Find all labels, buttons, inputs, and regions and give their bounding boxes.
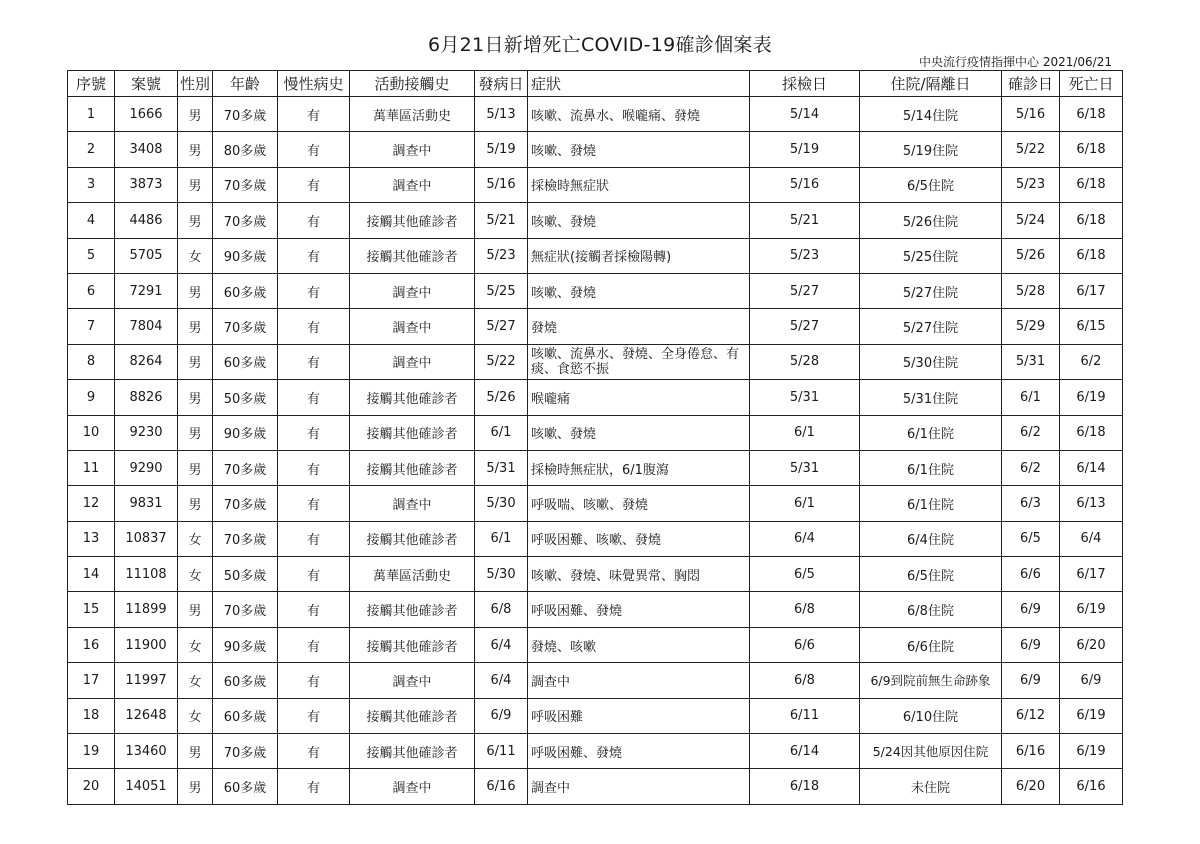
cell-onset-date: 5/26 xyxy=(475,380,528,415)
cell-contact-history: 接觸其他確診者 xyxy=(350,203,475,238)
header-case-number: 案號 xyxy=(115,71,178,97)
cell-symptoms: 呼吸喘、咳嗽、發燒 xyxy=(528,486,750,521)
cell-age: 90多歲 xyxy=(213,627,278,662)
cell-symptoms: 發燒 xyxy=(528,309,750,344)
cell-symptoms: 呼吸困難 xyxy=(528,698,750,733)
cell-age: 60多歲 xyxy=(213,769,278,804)
cell-contact-history: 接觸其他確診者 xyxy=(350,450,475,485)
cell-chronic-disease: 有 xyxy=(278,415,350,450)
cell-death-date: 6/19 xyxy=(1060,734,1123,769)
cell-confirmed-date: 6/9 xyxy=(1002,627,1060,662)
cell-death-date: 6/16 xyxy=(1060,769,1123,804)
table-row xyxy=(68,663,1123,698)
cell-symptoms: 喉嚨痛 xyxy=(528,380,750,415)
cell-confirmed-date: 6/9 xyxy=(1002,663,1060,698)
cell-admission: 6/1住院 xyxy=(860,415,1002,450)
cell-chronic-disease: 有 xyxy=(278,238,350,273)
cell-case-number: 9290 xyxy=(115,450,178,485)
table-row xyxy=(68,97,1123,132)
cell-admission: 6/6住院 xyxy=(860,627,1002,662)
header-death-date: 死亡日 xyxy=(1060,71,1123,97)
cell-symptoms: 呼吸困難、咳嗽、發燒 xyxy=(528,521,750,556)
cell-case-number: 13460 xyxy=(115,734,178,769)
cell-sex: 女 xyxy=(178,521,213,556)
cell-case-number: 10837 xyxy=(115,521,178,556)
cell-case-number: 4486 xyxy=(115,203,178,238)
cell-death-date: 6/9 xyxy=(1060,663,1123,698)
cell-contact-history: 接觸其他確診者 xyxy=(350,734,475,769)
table-row xyxy=(68,734,1123,769)
cell-contact-history: 調查中 xyxy=(350,167,475,202)
cell-chronic-disease: 有 xyxy=(278,132,350,167)
cell-chronic-disease: 有 xyxy=(278,698,350,733)
cell-chronic-disease: 有 xyxy=(278,663,350,698)
header-age: 年齡 xyxy=(213,71,278,97)
cell-confirmed-date: 5/28 xyxy=(1002,273,1060,308)
cell-age: 50多歲 xyxy=(213,380,278,415)
cell-confirmed-date: 6/1 xyxy=(1002,380,1060,415)
cell-index: 16 xyxy=(68,627,115,662)
cell-chronic-disease: 有 xyxy=(278,344,350,379)
cell-age: 90多歲 xyxy=(213,238,278,273)
cell-admission: 5/24因其他原因住院 xyxy=(860,734,1002,769)
cell-contact-history: 接觸其他確診者 xyxy=(350,521,475,556)
cell-sampling-date: 6/18 xyxy=(750,769,860,804)
header-chronic-disease: 慢性病史 xyxy=(278,71,350,97)
table-row xyxy=(68,698,1123,733)
cell-age: 70多歲 xyxy=(213,486,278,521)
cell-index: 1 xyxy=(68,97,115,132)
cell-sampling-date: 5/28 xyxy=(750,344,860,379)
cell-sampling-date: 5/14 xyxy=(750,97,860,132)
cell-symptoms: 呼吸困難、發燒 xyxy=(528,592,750,627)
cell-death-date: 6/18 xyxy=(1060,415,1123,450)
cell-age: 70多歲 xyxy=(213,450,278,485)
cell-index: 11 xyxy=(68,450,115,485)
cell-sampling-date: 5/31 xyxy=(750,380,860,415)
cell-case-number: 11900 xyxy=(115,627,178,662)
cell-sampling-date: 6/6 xyxy=(750,627,860,662)
table-row xyxy=(68,557,1123,592)
cell-contact-history: 接觸其他確診者 xyxy=(350,698,475,733)
cell-age: 90多歲 xyxy=(213,415,278,450)
cell-chronic-disease: 有 xyxy=(278,167,350,202)
cell-case-number: 8264 xyxy=(115,344,178,379)
cell-chronic-disease: 有 xyxy=(278,450,350,485)
cell-confirmed-date: 6/12 xyxy=(1002,698,1060,733)
cell-contact-history: 調查中 xyxy=(350,769,475,804)
cell-symptoms: 咳嗽、流鼻水、喉嚨痛、發燒 xyxy=(528,97,750,132)
cell-case-number: 7291 xyxy=(115,273,178,308)
cell-onset-date: 6/1 xyxy=(475,415,528,450)
cell-onset-date: 6/16 xyxy=(475,769,528,804)
table-row xyxy=(68,132,1123,167)
cell-admission: 5/31住院 xyxy=(860,380,1002,415)
cell-sex: 男 xyxy=(178,734,213,769)
cell-admission: 5/27住院 xyxy=(860,309,1002,344)
cell-sex: 女 xyxy=(178,557,213,592)
cell-index: 9 xyxy=(68,380,115,415)
cell-sampling-date: 6/11 xyxy=(750,698,860,733)
cell-onset-date: 5/16 xyxy=(475,167,528,202)
cell-index: 10 xyxy=(68,415,115,450)
cell-index: 4 xyxy=(68,203,115,238)
cell-confirmed-date: 6/5 xyxy=(1002,521,1060,556)
cell-admission: 5/27住院 xyxy=(860,273,1002,308)
cell-sex: 男 xyxy=(178,380,213,415)
cell-confirmed-date: 6/9 xyxy=(1002,592,1060,627)
cell-admission: 5/30住院 xyxy=(860,344,1002,379)
cell-chronic-disease: 有 xyxy=(278,203,350,238)
cell-contact-history: 接觸其他確診者 xyxy=(350,627,475,662)
table-row xyxy=(68,486,1123,521)
cell-admission: 6/9到院前無生命跡象 xyxy=(860,663,1002,698)
cell-index: 2 xyxy=(68,132,115,167)
cell-index: 15 xyxy=(68,592,115,627)
cell-chronic-disease: 有 xyxy=(278,97,350,132)
header-symptoms: 症狀 xyxy=(528,71,750,97)
header-sampling-date: 採檢日 xyxy=(750,71,860,97)
cell-onset-date: 6/8 xyxy=(475,592,528,627)
cell-symptoms: 咳嗽、發燒 xyxy=(528,132,750,167)
cell-admission: 5/26住院 xyxy=(860,203,1002,238)
header-index: 序號 xyxy=(68,71,115,97)
cell-case-number: 9230 xyxy=(115,415,178,450)
cell-sex: 男 xyxy=(178,344,213,379)
table-row xyxy=(68,415,1123,450)
cell-age: 60多歲 xyxy=(213,698,278,733)
cell-admission: 5/14住院 xyxy=(860,97,1002,132)
cell-onset-date: 5/27 xyxy=(475,309,528,344)
cell-sampling-date: 6/1 xyxy=(750,486,860,521)
cell-age: 80多歲 xyxy=(213,132,278,167)
cell-sampling-date: 5/31 xyxy=(750,450,860,485)
cell-confirmed-date: 6/16 xyxy=(1002,734,1060,769)
table-row xyxy=(68,627,1123,662)
cell-age: 70多歲 xyxy=(213,592,278,627)
cell-sex: 女 xyxy=(178,238,213,273)
cell-death-date: 6/18 xyxy=(1060,167,1123,202)
cell-onset-date: 5/30 xyxy=(475,557,528,592)
cell-admission: 6/1住院 xyxy=(860,486,1002,521)
cell-chronic-disease: 有 xyxy=(278,521,350,556)
table-row xyxy=(68,769,1123,804)
cell-confirmed-date: 5/24 xyxy=(1002,203,1060,238)
cell-onset-date: 5/31 xyxy=(475,450,528,485)
cell-chronic-disease: 有 xyxy=(278,769,350,804)
cell-index: 20 xyxy=(68,769,115,804)
cell-death-date: 6/19 xyxy=(1060,698,1123,733)
cell-symptoms: 採檢時無症狀 xyxy=(528,167,750,202)
cell-contact-history: 萬華區活動史 xyxy=(350,97,475,132)
cell-death-date: 6/17 xyxy=(1060,557,1123,592)
cell-sex: 男 xyxy=(178,769,213,804)
cell-index: 5 xyxy=(68,238,115,273)
source-agency-date: 中央流行疫情指揮中心 2021/06/21 xyxy=(919,55,1112,69)
cell-admission: 5/25住院 xyxy=(860,238,1002,273)
cell-confirmed-date: 5/29 xyxy=(1002,309,1060,344)
cell-symptoms: 呼吸困難、發燒 xyxy=(528,734,750,769)
cell-chronic-disease: 有 xyxy=(278,557,350,592)
cell-sex: 男 xyxy=(178,415,213,450)
cell-confirmed-date: 6/2 xyxy=(1002,450,1060,485)
cell-onset-date: 5/23 xyxy=(475,238,528,273)
cell-confirmed-date: 6/6 xyxy=(1002,557,1060,592)
cell-age: 70多歲 xyxy=(213,521,278,556)
cell-symptoms: 咳嗽、發燒 xyxy=(528,273,750,308)
table-row xyxy=(68,380,1123,415)
cell-chronic-disease: 有 xyxy=(278,627,350,662)
cell-symptoms: 無症狀(接觸者採檢陽轉) xyxy=(528,238,750,273)
cell-chronic-disease: 有 xyxy=(278,380,350,415)
cell-index: 6 xyxy=(68,273,115,308)
cell-onset-date: 6/11 xyxy=(475,734,528,769)
cell-case-number: 11997 xyxy=(115,663,178,698)
cell-index: 14 xyxy=(68,557,115,592)
cell-onset-date: 5/19 xyxy=(475,132,528,167)
cell-case-number: 11108 xyxy=(115,557,178,592)
cell-sex: 女 xyxy=(178,698,213,733)
cell-sex: 男 xyxy=(178,450,213,485)
cell-contact-history: 調查中 xyxy=(350,273,475,308)
cell-sex: 男 xyxy=(178,309,213,344)
cell-onset-date: 5/21 xyxy=(475,203,528,238)
cell-age: 60多歲 xyxy=(213,663,278,698)
cell-contact-history: 調查中 xyxy=(350,486,475,521)
cell-onset-date: 5/25 xyxy=(475,273,528,308)
cell-death-date: 6/2 xyxy=(1060,344,1123,379)
header-sex: 性別 xyxy=(178,71,213,97)
cell-death-date: 6/18 xyxy=(1060,203,1123,238)
header-onset-date: 發病日 xyxy=(475,71,528,97)
cell-age: 60多歲 xyxy=(213,273,278,308)
cell-sampling-date: 5/23 xyxy=(750,238,860,273)
cell-admission: 6/8住院 xyxy=(860,592,1002,627)
cell-death-date: 6/19 xyxy=(1060,380,1123,415)
cell-sampling-date: 5/19 xyxy=(750,132,860,167)
cell-admission: 6/5住院 xyxy=(860,557,1002,592)
cell-sampling-date: 5/21 xyxy=(750,203,860,238)
header-confirmed-date: 確診日 xyxy=(1002,71,1060,97)
cell-confirmed-date: 5/31 xyxy=(1002,344,1060,379)
cell-sampling-date: 6/4 xyxy=(750,521,860,556)
cell-sex: 男 xyxy=(178,167,213,202)
cell-confirmed-date: 6/2 xyxy=(1002,415,1060,450)
cell-sampling-date: 6/14 xyxy=(750,734,860,769)
cell-sampling-date: 5/27 xyxy=(750,273,860,308)
cell-symptoms: 咳嗽、流鼻水、發燒、全身倦怠、有痰、食慾不振 xyxy=(528,344,750,379)
cell-symptoms: 調查中 xyxy=(528,769,750,804)
cell-age: 70多歲 xyxy=(213,309,278,344)
cell-death-date: 6/4 xyxy=(1060,521,1123,556)
cell-sex: 男 xyxy=(178,273,213,308)
page-title: 6月21日新增死亡COVID-19確診個案表 xyxy=(427,34,773,56)
header-contact-history: 活動接觸史 xyxy=(350,71,475,97)
cell-index: 8 xyxy=(68,344,115,379)
cell-sex: 男 xyxy=(178,486,213,521)
cell-death-date: 6/18 xyxy=(1060,97,1123,132)
cell-confirmed-date: 6/20 xyxy=(1002,769,1060,804)
cell-sex: 男 xyxy=(178,203,213,238)
cell-onset-date: 6/4 xyxy=(475,627,528,662)
cell-sampling-date: 6/8 xyxy=(750,592,860,627)
cell-death-date: 6/19 xyxy=(1060,592,1123,627)
cell-case-number: 3873 xyxy=(115,167,178,202)
cell-admission: 6/10住院 xyxy=(860,698,1002,733)
cell-case-number: 3408 xyxy=(115,132,178,167)
table-row xyxy=(68,203,1123,238)
cell-onset-date: 6/1 xyxy=(475,521,528,556)
cell-onset-date: 5/13 xyxy=(475,97,528,132)
table-header-row xyxy=(68,71,1123,97)
cell-death-date: 6/15 xyxy=(1060,309,1123,344)
cell-index: 19 xyxy=(68,734,115,769)
cell-contact-history: 萬華區活動史 xyxy=(350,557,475,592)
cell-age: 60多歲 xyxy=(213,344,278,379)
table-row xyxy=(68,592,1123,627)
cell-contact-history: 接觸其他確診者 xyxy=(350,415,475,450)
cell-sex: 男 xyxy=(178,97,213,132)
cell-admission: 6/5住院 xyxy=(860,167,1002,202)
table-row xyxy=(68,309,1123,344)
cell-symptoms: 咳嗽、發燒、味覺異常、胸悶 xyxy=(528,557,750,592)
cell-confirmed-date: 6/3 xyxy=(1002,486,1060,521)
table-row xyxy=(68,167,1123,202)
cell-contact-history: 調查中 xyxy=(350,344,475,379)
cell-admission: 5/19住院 xyxy=(860,132,1002,167)
cell-sex: 男 xyxy=(178,592,213,627)
cell-case-number: 7804 xyxy=(115,309,178,344)
cell-onset-date: 5/30 xyxy=(475,486,528,521)
cell-index: 13 xyxy=(68,521,115,556)
cell-index: 3 xyxy=(68,167,115,202)
cell-sampling-date: 5/16 xyxy=(750,167,860,202)
cell-sex: 男 xyxy=(178,132,213,167)
cell-symptoms: 咳嗽、發燒 xyxy=(528,203,750,238)
cell-sampling-date: 6/8 xyxy=(750,663,860,698)
cell-confirmed-date: 5/22 xyxy=(1002,132,1060,167)
cell-symptoms: 採檢時無症狀，6/1腹瀉 xyxy=(528,450,750,485)
table-row xyxy=(68,273,1123,308)
header-admission-date: 住院/隔離日 xyxy=(860,71,1002,97)
cell-index: 17 xyxy=(68,663,115,698)
table-row xyxy=(68,521,1123,556)
cell-symptoms: 咳嗽、發燒 xyxy=(528,415,750,450)
cell-chronic-disease: 有 xyxy=(278,734,350,769)
cell-death-date: 6/13 xyxy=(1060,486,1123,521)
cell-sex: 女 xyxy=(178,663,213,698)
cell-case-number: 9831 xyxy=(115,486,178,521)
cell-sampling-date: 6/1 xyxy=(750,415,860,450)
cell-onset-date: 6/4 xyxy=(475,663,528,698)
cell-sex: 女 xyxy=(178,627,213,662)
cell-case-number: 5705 xyxy=(115,238,178,273)
cell-chronic-disease: 有 xyxy=(278,592,350,627)
cell-case-number: 1666 xyxy=(115,97,178,132)
cell-index: 12 xyxy=(68,486,115,521)
cell-symptoms: 發燒、咳嗽 xyxy=(528,627,750,662)
cell-case-number: 14051 xyxy=(115,769,178,804)
cell-confirmed-date: 5/26 xyxy=(1002,238,1060,273)
cell-chronic-disease: 有 xyxy=(278,273,350,308)
cell-contact-history: 接觸其他確診者 xyxy=(350,238,475,273)
cell-chronic-disease: 有 xyxy=(278,309,350,344)
cell-age: 70多歲 xyxy=(213,734,278,769)
cell-case-number: 8826 xyxy=(115,380,178,415)
cell-age: 50多歲 xyxy=(213,557,278,592)
cell-death-date: 6/17 xyxy=(1060,273,1123,308)
cell-index: 18 xyxy=(68,698,115,733)
cell-admission: 6/1住院 xyxy=(860,450,1002,485)
cell-death-date: 6/20 xyxy=(1060,627,1123,662)
covid-death-case-table xyxy=(67,70,1123,805)
cell-sampling-date: 6/5 xyxy=(750,557,860,592)
cell-confirmed-date: 5/23 xyxy=(1002,167,1060,202)
table-row xyxy=(68,238,1123,273)
cell-contact-history: 接觸其他確診者 xyxy=(350,380,475,415)
cell-contact-history: 調查中 xyxy=(350,663,475,698)
cell-age: 70多歲 xyxy=(213,167,278,202)
cell-chronic-disease: 有 xyxy=(278,486,350,521)
cell-admission: 未住院 xyxy=(860,769,1002,804)
cell-onset-date: 5/22 xyxy=(475,344,528,379)
cell-death-date: 6/18 xyxy=(1060,238,1123,273)
cell-case-number: 12648 xyxy=(115,698,178,733)
cell-contact-history: 調查中 xyxy=(350,132,475,167)
cell-index: 7 xyxy=(68,309,115,344)
cell-sampling-date: 5/27 xyxy=(750,309,860,344)
cell-symptoms: 調查中 xyxy=(528,663,750,698)
cell-case-number: 11899 xyxy=(115,592,178,627)
table-row xyxy=(68,344,1123,379)
cell-admission: 6/4住院 xyxy=(860,521,1002,556)
cell-death-date: 6/18 xyxy=(1060,132,1123,167)
cell-confirmed-date: 5/16 xyxy=(1002,97,1060,132)
cell-age: 70多歲 xyxy=(213,97,278,132)
cell-onset-date: 6/9 xyxy=(475,698,528,733)
table-row xyxy=(68,450,1123,485)
cell-contact-history: 調查中 xyxy=(350,309,475,344)
cell-death-date: 6/14 xyxy=(1060,450,1123,485)
cell-age: 70多歲 xyxy=(213,203,278,238)
cell-contact-history: 接觸其他確診者 xyxy=(350,592,475,627)
